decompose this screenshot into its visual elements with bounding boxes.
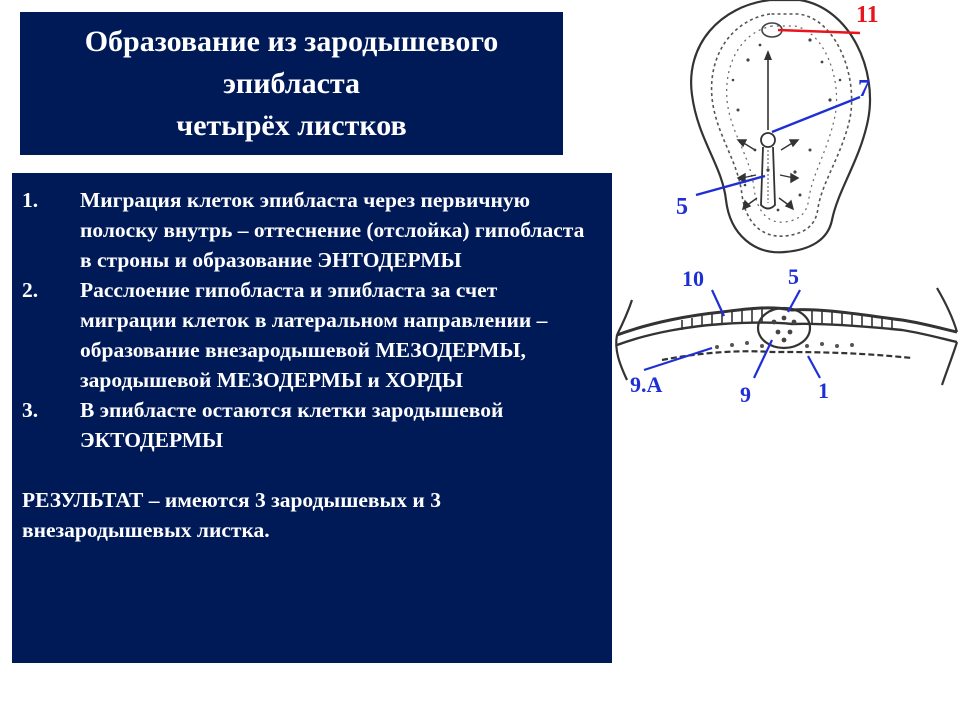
primitive-node (761, 133, 775, 147)
step-item-3 (22, 395, 598, 455)
title-line-2: эпибласта (222, 66, 361, 100)
title-box (20, 12, 563, 155)
embryo-disc-diagram (660, 0, 960, 255)
label-5-section: 5 (788, 264, 799, 289)
step-text: Расслоение гипобласта и эпибласта за счет миграции клеток в латеральном направлении – образование внезародышевой МЕЗОДЕРМЫ, зародышевой МЕЗОДЕРМЫ и ХОРДЫ (80, 278, 548, 392)
label-9a: 9.А (630, 372, 663, 397)
step-item-1 (22, 185, 598, 275)
content-box (12, 173, 612, 663)
step-text: Миграция клеток эпибласта через первичную полоску внутрь – оттеснение (отслойка) гипобласта в строны и образование ЭНТОДЕРМЫ (80, 188, 585, 272)
label-1: 1 (818, 378, 829, 403)
streak-cells (772, 316, 797, 343)
label-9: 9 (740, 382, 751, 407)
title-line-1: Образование из зародышевого (84, 24, 499, 58)
right-edge (937, 288, 957, 385)
step-number: 3. (22, 398, 39, 422)
step-text: В эпибласте остаются клетки зародышевой ЭКТОДЕРМЫ (80, 398, 504, 452)
arrow-head-icon (764, 50, 772, 60)
result-text: РЕЗУЛЬТАТ – имеются 3 зародышевых и 3 внезародышевых листка. (22, 488, 441, 542)
step-item-2 (22, 275, 598, 395)
pointer-line-7 (772, 97, 860, 132)
disc-outer-contour (691, 0, 870, 252)
label-5: 5 (676, 194, 688, 220)
step-number: 1. (22, 188, 39, 212)
pointer-line-5 (696, 176, 765, 195)
steps-list (22, 185, 598, 455)
label-10: 10 (682, 266, 704, 291)
title-line-3: четырёх листков (176, 108, 407, 142)
section-pointer-lines (644, 290, 820, 378)
disc-inner-contour-2 (727, 26, 837, 222)
step-number: 2. (22, 278, 39, 302)
label-7: 7 (858, 76, 870, 102)
disc-cell-speckles (732, 38, 842, 211)
cross-section-diagram (612, 260, 960, 410)
label-11: 11 (856, 2, 879, 28)
